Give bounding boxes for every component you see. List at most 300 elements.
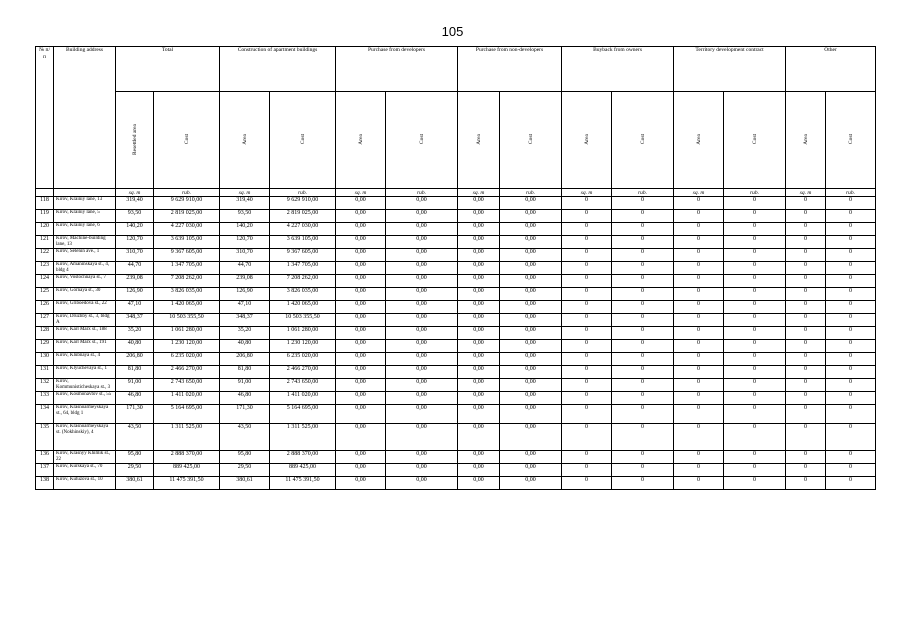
other-cost: 0 (826, 451, 876, 464)
developers-area: 0,00 (336, 301, 386, 314)
sub-header: Area (336, 92, 386, 189)
construction-cost: 2 743 650,00 (270, 379, 336, 392)
total-cost: 1 230 120,00 (154, 340, 220, 353)
row-number: 124 (36, 275, 54, 288)
other-cost: 0 (826, 353, 876, 366)
other-area: 0 (786, 379, 826, 392)
construction-area: 81,80 (220, 366, 270, 379)
total-cost: 9 367 605,00 (154, 249, 220, 262)
table-row (36, 197, 876, 210)
units-row (36, 189, 876, 197)
construction-area: 380,61 (220, 477, 270, 490)
territory-cost: 0 (724, 379, 786, 392)
row-address: Kirov, Krainiy lane, 5 (54, 210, 116, 223)
unit-label: sq. m (674, 189, 724, 197)
table-row (36, 451, 876, 464)
row-number: 128 (36, 327, 54, 340)
developers-area: 0,00 (336, 392, 386, 405)
developers-area: 0,00 (336, 366, 386, 379)
territory-area: 0 (674, 223, 724, 236)
non-developers-area: 0,00 (458, 340, 500, 353)
non-developers-area: 0,00 (458, 353, 500, 366)
total-area: 44,70 (116, 262, 154, 275)
territory-cost: 0 (724, 314, 786, 327)
table-row (36, 424, 876, 451)
other-cost: 0 (826, 405, 876, 424)
owners-cost: 0 (612, 288, 674, 301)
table-row (36, 477, 876, 490)
non-developers-area: 0,00 (458, 236, 500, 249)
unit-label: rub. (724, 189, 786, 197)
owners-area: 0 (562, 392, 612, 405)
non-developers-area: 0,00 (458, 249, 500, 262)
developers-cost: 0,00 (386, 451, 458, 464)
row-number: 118 (36, 197, 54, 210)
sub-header: Area (674, 92, 724, 189)
developers-cost: 0,00 (386, 249, 458, 262)
territory-cost: 0 (724, 366, 786, 379)
non-developers-area: 0,00 (458, 197, 500, 210)
owners-area: 0 (562, 464, 612, 477)
construction-area: 95,80 (220, 451, 270, 464)
owners-area: 0 (562, 275, 612, 288)
territory-area: 0 (674, 197, 724, 210)
territory-area: 0 (674, 464, 724, 477)
total-cost: 3 639 105,00 (154, 236, 220, 249)
construction-cost: 1 311 525,00 (270, 424, 336, 451)
territory-area: 0 (674, 236, 724, 249)
owners-cost: 0 (612, 392, 674, 405)
territory-cost: 0 (724, 392, 786, 405)
construction-cost: 7 208 262,00 (270, 275, 336, 288)
total-area: 206,80 (116, 353, 154, 366)
owners-area: 0 (562, 340, 612, 353)
non-developers-cost: 0,00 (500, 236, 562, 249)
owners-cost: 0 (612, 464, 674, 477)
header-group-row (36, 47, 876, 92)
total-cost: 10 503 355,50 (154, 314, 220, 327)
construction-area: 29,50 (220, 464, 270, 477)
table-body (36, 197, 876, 490)
non-developers-area: 0,00 (458, 210, 500, 223)
non-developers-area: 0,00 (458, 405, 500, 424)
developers-area: 0,00 (336, 340, 386, 353)
other-area: 0 (786, 405, 826, 424)
non-developers-cost: 0,00 (500, 197, 562, 210)
other-cost: 0 (826, 379, 876, 392)
non-developers-area: 0,00 (458, 288, 500, 301)
header-group-developers: Purchase from developers (336, 47, 458, 92)
territory-area: 0 (674, 405, 724, 424)
owners-cost: 0 (612, 249, 674, 262)
sub-header: Area (562, 92, 612, 189)
non-developers-area: 0,00 (458, 366, 500, 379)
territory-cost: 0 (724, 327, 786, 340)
owners-cost: 0 (612, 327, 674, 340)
row-address: Kirov, Griboedova st., 22 (54, 301, 116, 314)
other-cost: 0 (826, 464, 876, 477)
total-area: 29,50 (116, 464, 154, 477)
header-num: № п/п (36, 47, 54, 189)
non-developers-cost: 0,00 (500, 301, 562, 314)
construction-area: 239,08 (220, 275, 270, 288)
row-number: 120 (36, 223, 54, 236)
developers-cost: 0,00 (386, 236, 458, 249)
total-cost: 5 164 695,00 (154, 405, 220, 424)
non-developers-cost: 0,00 (500, 249, 562, 262)
unit-label: sq. m (220, 189, 270, 197)
total-cost: 2 743 650,00 (154, 379, 220, 392)
unit-label: sq. m (336, 189, 386, 197)
owners-cost: 0 (612, 451, 674, 464)
territory-area: 0 (674, 392, 724, 405)
construction-cost: 3 826 035,00 (270, 288, 336, 301)
total-cost: 3 826 035,00 (154, 288, 220, 301)
developers-cost: 0,00 (386, 210, 458, 223)
other-cost: 0 (826, 210, 876, 223)
developers-area: 0,00 (336, 477, 386, 490)
sub-header: Cost (826, 92, 876, 189)
territory-area: 0 (674, 451, 724, 464)
row-address: Kirov, Klubnaya st., 4 (54, 353, 116, 366)
developers-cost: 0,00 (386, 353, 458, 366)
sub-header: Resettled area (116, 92, 154, 189)
territory-area: 0 (674, 340, 724, 353)
sub-header: Cost (270, 92, 336, 189)
construction-area: 35,20 (220, 327, 270, 340)
unit-label: rub. (612, 189, 674, 197)
owners-cost: 0 (612, 210, 674, 223)
total-area: 40,80 (116, 340, 154, 353)
construction-cost: 11 475 391,50 (270, 477, 336, 490)
total-area: 140,20 (116, 223, 154, 236)
construction-area: 40,80 (220, 340, 270, 353)
unit-label: rub. (826, 189, 876, 197)
table-row (36, 353, 876, 366)
construction-cost: 9 367 605,00 (270, 249, 336, 262)
table-row (36, 249, 876, 262)
total-cost: 9 629 910,00 (154, 197, 220, 210)
table-row (36, 223, 876, 236)
non-developers-area: 0,00 (458, 392, 500, 405)
unit-label: rub. (154, 189, 220, 197)
other-area: 0 (786, 464, 826, 477)
table-row (36, 262, 876, 275)
construction-area: 44,70 (220, 262, 270, 275)
owners-cost: 0 (612, 353, 674, 366)
territory-cost: 0 (724, 262, 786, 275)
territory-cost: 0 (724, 210, 786, 223)
non-developers-cost: 0,00 (500, 405, 562, 424)
total-cost: 2 819 025,00 (154, 210, 220, 223)
owners-area: 0 (562, 197, 612, 210)
owners-area: 0 (562, 249, 612, 262)
territory-area: 0 (674, 275, 724, 288)
owners-cost: 0 (612, 424, 674, 451)
non-developers-area: 0,00 (458, 477, 500, 490)
territory-cost: 0 (724, 405, 786, 424)
owners-cost: 0 (612, 223, 674, 236)
construction-area: 206,80 (220, 353, 270, 366)
row-number: 130 (36, 353, 54, 366)
sub-header: Area (220, 92, 270, 189)
row-number: 132 (36, 379, 54, 392)
developers-area: 0,00 (336, 223, 386, 236)
developers-area: 0,00 (336, 275, 386, 288)
other-area: 0 (786, 340, 826, 353)
other-area: 0 (786, 392, 826, 405)
total-cost: 889 425,00 (154, 464, 220, 477)
developers-cost: 0,00 (386, 301, 458, 314)
other-area: 0 (786, 249, 826, 262)
developers-area: 0,00 (336, 353, 386, 366)
total-cost: 1 411 020,00 (154, 392, 220, 405)
other-area: 0 (786, 288, 826, 301)
developers-area: 0,00 (336, 451, 386, 464)
other-cost: 0 (826, 477, 876, 490)
territory-area: 0 (674, 262, 724, 275)
owners-cost: 0 (612, 477, 674, 490)
table-row (36, 392, 876, 405)
unit-label: rub. (386, 189, 458, 197)
non-developers-cost: 0,00 (500, 353, 562, 366)
header-group-construction: Construction of apartment buildings (220, 47, 336, 92)
other-cost: 0 (826, 340, 876, 353)
construction-cost: 9 629 910,00 (270, 197, 336, 210)
row-number: 133 (36, 392, 54, 405)
owners-area: 0 (562, 477, 612, 490)
non-developers-area: 0,00 (458, 379, 500, 392)
developers-area: 0,00 (336, 236, 386, 249)
territory-cost: 0 (724, 288, 786, 301)
table-row (36, 210, 876, 223)
total-area: 171,30 (116, 405, 154, 424)
total-area: 81,80 (116, 366, 154, 379)
other-cost: 0 (826, 275, 876, 288)
developers-cost: 0,00 (386, 275, 458, 288)
non-developers-cost: 0,00 (500, 451, 562, 464)
row-number: 131 (36, 366, 54, 379)
row-address: Kirov, Krainiy lane, 13 (54, 197, 116, 210)
territory-cost: 0 (724, 197, 786, 210)
header-group-non-developers: Purchase from non-developers (458, 47, 562, 92)
developers-area: 0,00 (336, 288, 386, 301)
construction-cost: 10 503 355,50 (270, 314, 336, 327)
construction-cost: 2 819 025,00 (270, 210, 336, 223)
owners-area: 0 (562, 236, 612, 249)
row-address: Kirov, Krasnyy Khimik st., 22 (54, 451, 116, 464)
other-area: 0 (786, 301, 826, 314)
owners-area: 0 (562, 327, 612, 340)
non-developers-cost: 0,00 (500, 366, 562, 379)
developers-area: 0,00 (336, 197, 386, 210)
header-group-total: Total (116, 47, 220, 92)
owners-cost: 0 (612, 314, 674, 327)
owners-area: 0 (562, 379, 612, 392)
owners-cost: 0 (612, 262, 674, 275)
developers-area: 0,00 (336, 424, 386, 451)
construction-area: 126,90 (220, 288, 270, 301)
non-developers-cost: 0,00 (500, 262, 562, 275)
sub-header: Cost (724, 92, 786, 189)
table-row (36, 288, 876, 301)
non-developers-cost: 0,00 (500, 314, 562, 327)
other-cost: 0 (826, 236, 876, 249)
construction-cost: 1 061 280,00 (270, 327, 336, 340)
developers-area: 0,00 (336, 210, 386, 223)
owners-area: 0 (562, 451, 612, 464)
owners-cost: 0 (612, 236, 674, 249)
total-cost: 2 888 370,00 (154, 451, 220, 464)
non-developers-area: 0,00 (458, 464, 500, 477)
row-address: Kirov, Druzhby st., 3, bldg A (54, 314, 116, 327)
territory-area: 0 (674, 379, 724, 392)
non-developers-cost: 0,00 (500, 424, 562, 451)
developers-area: 0,00 (336, 262, 386, 275)
construction-area: 319,40 (220, 197, 270, 210)
total-area: 380,61 (116, 477, 154, 490)
owners-cost: 0 (612, 301, 674, 314)
other-cost: 0 (826, 301, 876, 314)
owners-area: 0 (562, 223, 612, 236)
other-area: 0 (786, 424, 826, 451)
row-address: Kirov, Karl Marx st., 191 (54, 340, 116, 353)
total-area: 35,20 (116, 327, 154, 340)
header-group-owners: Buyback from owners (562, 47, 674, 92)
non-developers-cost: 0,00 (500, 288, 562, 301)
total-cost: 1 311 525,00 (154, 424, 220, 451)
sub-header: Cost (386, 92, 458, 189)
developers-cost: 0,00 (386, 262, 458, 275)
table-row (36, 464, 876, 477)
unit-label: rub. (500, 189, 562, 197)
row-number: 123 (36, 262, 54, 275)
table-row (36, 301, 876, 314)
owners-cost: 0 (612, 379, 674, 392)
construction-area: 120,70 (220, 236, 270, 249)
developers-cost: 0,00 (386, 366, 458, 379)
total-area: 126,90 (116, 288, 154, 301)
construction-cost: 5 164 695,00 (270, 405, 336, 424)
sub-header: Area (786, 92, 826, 189)
construction-cost: 1 411 020,00 (270, 392, 336, 405)
developers-cost: 0,00 (386, 314, 458, 327)
territory-cost: 0 (724, 353, 786, 366)
row-address: Kirov, Klyuchevaya st., 1 (54, 366, 116, 379)
row-number: 129 (36, 340, 54, 353)
total-area: 239,08 (116, 275, 154, 288)
non-developers-cost: 0,00 (500, 379, 562, 392)
construction-area: 348,37 (220, 314, 270, 327)
owners-cost: 0 (612, 366, 674, 379)
non-developers-area: 0,00 (458, 424, 500, 451)
table-row (36, 236, 876, 249)
sub-header: Cost (612, 92, 674, 189)
row-number: 138 (36, 477, 54, 490)
other-cost: 0 (826, 249, 876, 262)
other-area: 0 (786, 314, 826, 327)
row-address: Kirov, Gornaya st., 30 (54, 288, 116, 301)
table-row (36, 405, 876, 424)
total-area: 348,37 (116, 314, 154, 327)
non-developers-cost: 0,00 (500, 340, 562, 353)
other-cost: 0 (826, 314, 876, 327)
other-area: 0 (786, 197, 826, 210)
total-cost: 11 475 391,50 (154, 477, 220, 490)
row-address: Kirov, Machine-building lane, 13 (54, 236, 116, 249)
territory-area: 0 (674, 424, 724, 451)
territory-cost: 0 (724, 236, 786, 249)
row-address: Kirov, Kutuzova st., 10 (54, 477, 116, 490)
other-cost: 0 (826, 223, 876, 236)
other-area: 0 (786, 223, 826, 236)
territory-area: 0 (674, 353, 724, 366)
owners-cost: 0 (612, 405, 674, 424)
other-cost: 0 (826, 366, 876, 379)
other-area: 0 (786, 353, 826, 366)
non-developers-cost: 0,00 (500, 210, 562, 223)
territory-cost: 0 (724, 477, 786, 490)
row-number: 122 (36, 249, 54, 262)
territory-cost: 0 (724, 464, 786, 477)
other-area: 0 (786, 366, 826, 379)
owners-area: 0 (562, 288, 612, 301)
construction-area: 43,50 (220, 424, 270, 451)
non-developers-cost: 0,00 (500, 223, 562, 236)
total-area: 310,70 (116, 249, 154, 262)
other-area: 0 (786, 275, 826, 288)
non-developers-area: 0,00 (458, 275, 500, 288)
non-developers-area: 0,00 (458, 301, 500, 314)
developers-cost: 0,00 (386, 392, 458, 405)
owners-area: 0 (562, 353, 612, 366)
territory-area: 0 (674, 314, 724, 327)
construction-area: 93,50 (220, 210, 270, 223)
territory-cost: 0 (724, 424, 786, 451)
row-address: Kirov, Selenin ave., 1 (54, 249, 116, 262)
territory-area: 0 (674, 477, 724, 490)
territory-cost: 0 (724, 249, 786, 262)
developers-area: 0,00 (336, 379, 386, 392)
row-number: 134 (36, 405, 54, 424)
other-cost: 0 (826, 327, 876, 340)
construction-cost: 1 347 705,00 (270, 262, 336, 275)
row-number: 119 (36, 210, 54, 223)
row-address: Kirov, Krainiy lane, 6 (54, 223, 116, 236)
developers-cost: 0,00 (386, 379, 458, 392)
total-area: 43,50 (116, 424, 154, 451)
sub-header: Cost (154, 92, 220, 189)
owners-cost: 0 (612, 197, 674, 210)
header-group-territory: Territory development contract (674, 47, 786, 92)
row-number: 136 (36, 451, 54, 464)
construction-cost: 4 227 030,00 (270, 223, 336, 236)
developers-cost: 0,00 (386, 477, 458, 490)
other-cost: 0 (826, 288, 876, 301)
total-cost: 6 235 020,00 (154, 353, 220, 366)
construction-cost: 3 639 105,00 (270, 236, 336, 249)
construction-cost: 1 420 065,00 (270, 301, 336, 314)
row-number: 137 (36, 464, 54, 477)
total-area: 120,70 (116, 236, 154, 249)
header-sub-row (36, 92, 876, 189)
total-area: 95,80 (116, 451, 154, 464)
construction-area: 310,70 (220, 249, 270, 262)
sub-header: Area (458, 92, 500, 189)
non-developers-area: 0,00 (458, 314, 500, 327)
owners-area: 0 (562, 262, 612, 275)
row-number: 135 (36, 424, 54, 451)
